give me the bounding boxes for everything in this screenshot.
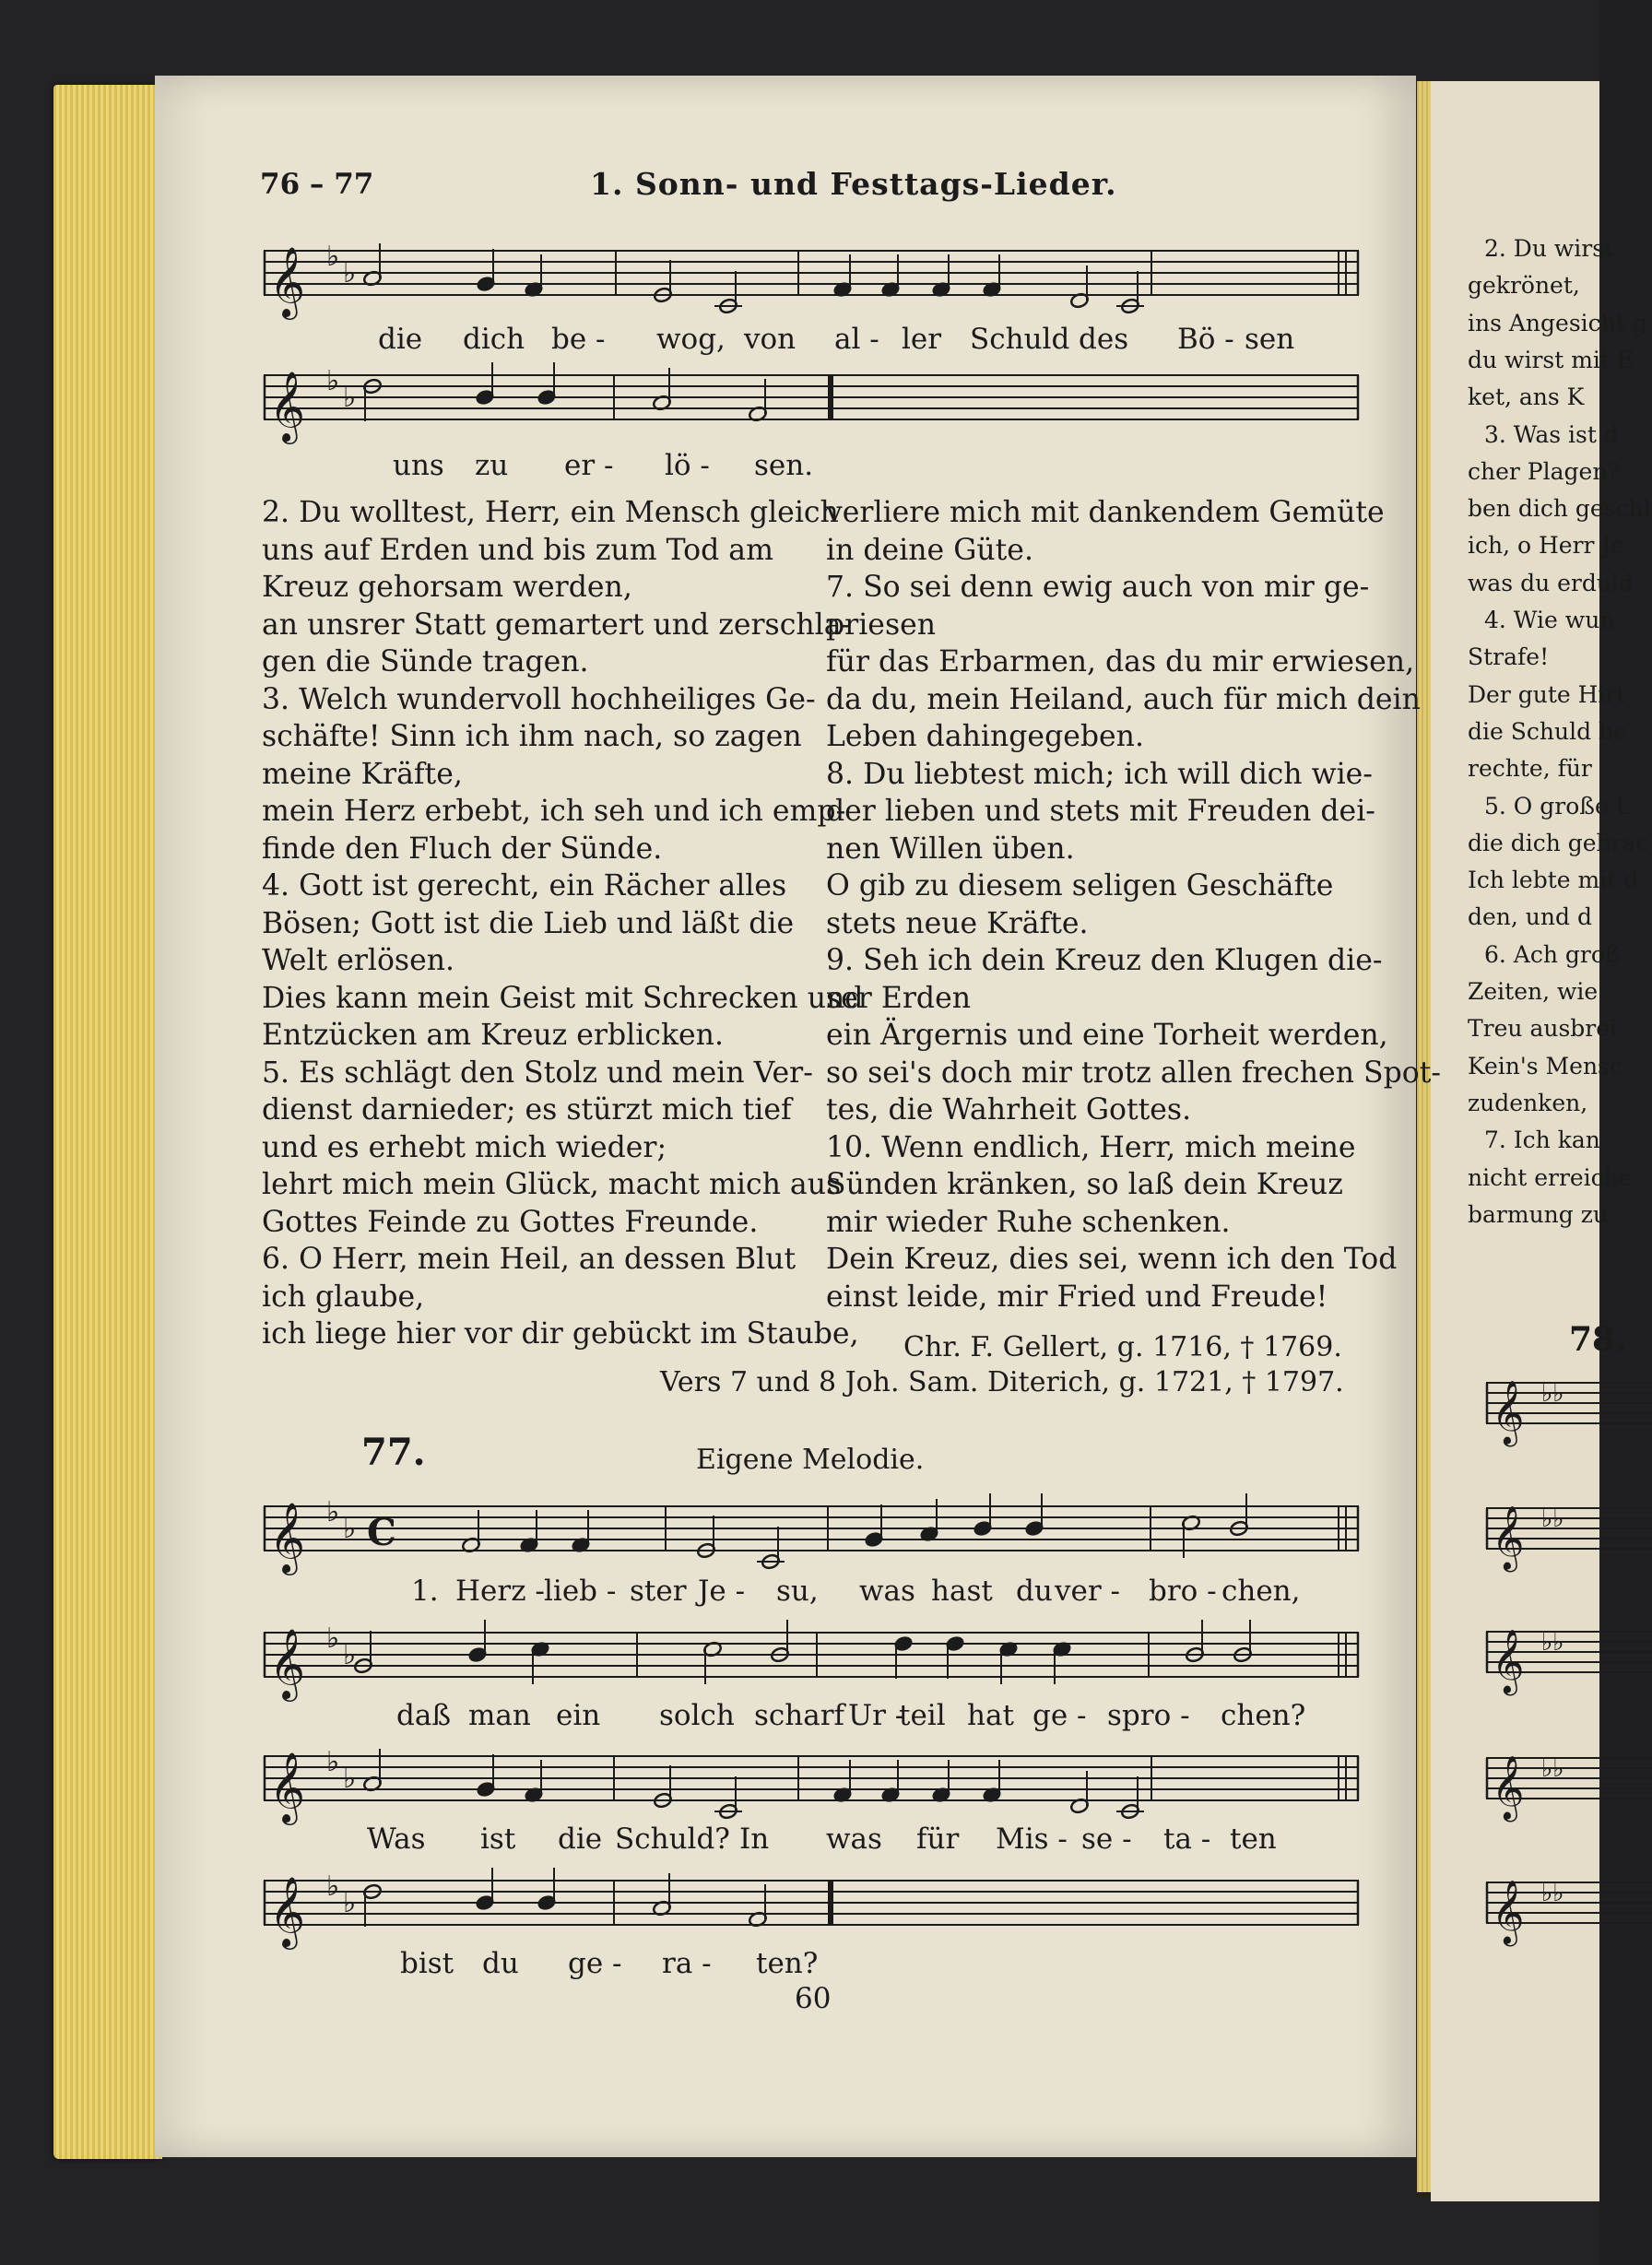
svg-text:♭: ♭ (326, 1746, 340, 1778)
lyric-syllable: bist (400, 1947, 454, 1980)
verse-line: ich liege hier vor dir gebückt im Staube, (262, 1317, 859, 1351)
lyric-syllable: lö - (665, 449, 710, 482)
staff-77-1 (264, 1497, 1361, 1571)
page-block-edge (53, 85, 162, 2159)
verse-line: mir wieder Ruhe schenken. (826, 1205, 1231, 1239)
lyric-syllable: spro - (1107, 1699, 1190, 1732)
svg-text:𝄞: 𝄞 (1492, 1880, 1525, 1944)
right-page-line: ins Angesicht g (1468, 309, 1647, 336)
lyric-syllable: ten (1230, 1823, 1277, 1856)
lyric-syllable: teil (899, 1699, 946, 1732)
right-page-line: cher Plagen? (1468, 457, 1620, 485)
verse-line: da du, mein Heiland, auch für mich dein (826, 682, 1421, 716)
verse-line: einst leide, mir Fried und Freude! (826, 1280, 1328, 1314)
right-page-line: 5. O große L (1484, 792, 1632, 820)
svg-text:♭: ♭ (343, 1763, 357, 1795)
lyric-syllable: 1. (411, 1575, 439, 1608)
verse-line: 8. Du liebtest mich; ich will dich wie- (826, 757, 1373, 791)
lyric-syllable: dich (463, 323, 525, 356)
verse-line: tes, die Wahrheit Gottes. (826, 1093, 1192, 1127)
lyric-syllable: von (744, 323, 796, 356)
right-page-line: 6. Ach groß (1484, 940, 1621, 968)
music-staff (264, 365, 1361, 442)
verse-line: so sei's doch mir trotz allen frechen Spot- (826, 1056, 1442, 1090)
lyric-syllable: Mis - (996, 1823, 1068, 1856)
lyric-syllable: Je - (698, 1575, 746, 1608)
verse-line: ser Erden (826, 981, 972, 1015)
verse-line: Sünden kränken, so laß dein Kreuz (826, 1168, 1343, 1201)
svg-text:♭♭: ♭♭ (1541, 1880, 1564, 1907)
right-page-line: Zeiten, wie (1468, 978, 1599, 1005)
lyric-syllable: wog, (656, 323, 726, 356)
lyric-syllable: du (1016, 1575, 1053, 1608)
lyric-syllable: Schuld (970, 323, 1070, 356)
svg-text:𝄞: 𝄞 (269, 371, 306, 442)
lyric-syllable: al - (834, 323, 879, 356)
verse-line: 3. Welch wundervoll hochheiliges Ge- (262, 682, 816, 716)
verse-line: 5. Es schlägt den Stolz und mein Ver- (262, 1056, 813, 1090)
svg-text:♭♭: ♭♭ (1541, 1629, 1564, 1657)
verse-line: 9. Seh ich dein Kreuz den Klugen die- (826, 944, 1383, 977)
right-page-line: die dich gebrac (1468, 829, 1649, 856)
svg-text:𝄞: 𝄞 (1492, 1380, 1525, 1445)
right-page-line: ich, o Herr Je (1468, 532, 1625, 560)
verse-line: 4. Gott ist gerecht, ein Rächer alles (262, 869, 787, 902)
right-page-line: Kein's Mensc (1468, 1052, 1622, 1079)
music-staff (264, 241, 1361, 317)
music-staff (264, 1622, 1361, 1699)
verse-line: Leben dahingegeben. (826, 720, 1144, 753)
svg-text:♭: ♭ (326, 1870, 340, 1903)
melody-note: Eigene Melodie. (696, 1444, 925, 1476)
lyric-syllable: zu (475, 449, 509, 482)
lyric-syllable: man (468, 1699, 531, 1732)
svg-text:𝄞: 𝄞 (269, 1876, 306, 1947)
right-page-line: zudenken, (1468, 1089, 1588, 1116)
right-page-line: ket, ans K (1468, 383, 1585, 411)
page-range: 76 – 77 (260, 168, 374, 201)
verse-line: ein Ärgernis und eine Torheit werden, (826, 1019, 1388, 1052)
lyric-syllable: se - (1081, 1823, 1132, 1856)
verse-line: dienst darnieder; es stürzt mich tief (262, 1093, 792, 1127)
lyric-syllable: ler (902, 323, 942, 356)
staff-76-1 (264, 242, 1361, 315)
music-staff (264, 1746, 1361, 1823)
verse-line: mein Herz erbebt, ich seh und ich emp- (262, 795, 846, 828)
verse-line: uns auf Erden und bis zum Tod am (262, 533, 773, 567)
lyric-syllable: Ur - (848, 1699, 905, 1732)
lyric-syllable: lieb - (544, 1575, 617, 1608)
verse-line: und es erhebt mich wieder; (262, 1130, 667, 1164)
lyric-syllable: sen (1245, 323, 1295, 356)
verse-line: gen die Sünde tragen. (262, 645, 589, 678)
verse-line: der lieben und stets mit Freuden dei- (826, 795, 1375, 828)
svg-text:♭: ♭ (343, 1639, 357, 1671)
svg-text:♭: ♭ (343, 382, 357, 414)
verse-line: Gottes Feinde zu Gottes Freunde. (262, 1205, 759, 1239)
right-page-line: Strafe! (1468, 643, 1550, 671)
right-page-line: was du erduld (1468, 569, 1634, 596)
staff-76-2 (264, 366, 1361, 440)
lyric-syllable: ta - (1163, 1823, 1211, 1856)
lyric-syllable: Schuld? (615, 1823, 730, 1856)
lyric-syllable: ster (630, 1575, 687, 1608)
author-credit: Chr. F. Gellert, g. 1716, † 1769. (903, 1331, 1342, 1363)
right-page-line: Der gute Hirt (1468, 680, 1626, 708)
lyric-syllable: sen. (754, 449, 814, 482)
verse-line: 10. Wenn endlich, Herr, mich meine (826, 1130, 1356, 1164)
lyric-syllable: ge - (568, 1947, 622, 1980)
lyric-syllable: was (859, 1575, 915, 1608)
verse-line: 6. O Herr, mein Heil, an dessen Blut (262, 1243, 796, 1276)
lyric-syllable: In (739, 1823, 770, 1856)
section-title: 1. Sonn- und Festtags-Lieder. (590, 166, 1117, 202)
lyric-syllable: ver - (1055, 1575, 1121, 1608)
lyric-syllable: hat (967, 1699, 1014, 1732)
right-staff-fragment (1486, 1374, 1652, 1445)
music-staff (264, 1870, 1361, 1947)
verse-line: stets neue Kräfte. (826, 906, 1089, 940)
lyric-syllable: die (558, 1823, 603, 1856)
lyric-syllable: er - (564, 449, 614, 482)
right-staff-fragment (1486, 1499, 1652, 1570)
right-page-line: gekrönet, (1468, 272, 1580, 300)
right-page-line: rechte, für (1468, 755, 1592, 783)
verses-left-column (262, 494, 863, 1353)
verse-line: in deine Güte. (826, 533, 1033, 567)
verse-line: O gib zu diesem seligen Geschäfte (826, 869, 1334, 902)
verse-line: an unsrer Statt gemartert und zerschla- (262, 608, 852, 642)
page-number: 60 (795, 1982, 832, 2015)
staff-77-3 (264, 1747, 1361, 1821)
svg-text:♭: ♭ (326, 1622, 340, 1655)
lyric-syllable: chen? (1221, 1699, 1306, 1732)
lyric-syllable: hast (931, 1575, 993, 1608)
svg-text:♭: ♭ (326, 365, 340, 397)
right-page-line: ben dich geschl (1468, 495, 1651, 523)
verse-line: Kreuz gehorsam werden, (262, 571, 632, 604)
author-credit: Vers 7 und 8 Joh. Sam. Diterich, g. 1721, † 1797. (660, 1366, 1344, 1398)
right-page-line: 4. Wie wun (1484, 607, 1615, 633)
lyric-syllable: ten? (756, 1947, 819, 1980)
lyric-syllable: be - (551, 323, 606, 356)
verse-line: finde den Fluch der Sünde. (262, 832, 663, 866)
right-page-line: nicht erreiche (1468, 1163, 1633, 1191)
svg-text:♭: ♭ (343, 257, 357, 289)
lyric-syllable: scharf (754, 1699, 845, 1732)
right-page-line: Treu ausbrei (1468, 1015, 1618, 1043)
verse-line: Welt erlösen. (262, 944, 455, 977)
svg-text:𝄞: 𝄞 (269, 1502, 306, 1573)
verse-line: Bösen; Gott ist die Lieb und läßt die (262, 906, 795, 940)
lyric-syllable: su, (776, 1575, 819, 1608)
lyric-syllable: die (378, 323, 423, 356)
lyric-syllable: Herz - (455, 1575, 545, 1608)
verse-line: Dein Kreuz, dies sei, wenn ich den Tod (826, 1243, 1398, 1276)
verse-line: für das Erbarmen, das du mir erwiesen, (826, 645, 1415, 678)
right-page-line: 2. Du wirst (1484, 235, 1614, 262)
svg-text:𝄞: 𝄞 (269, 1752, 306, 1823)
hymn-number: 77. (361, 1431, 426, 1474)
verse-line: 2. Du wolltest, Herr, ein Mensch gleich (262, 496, 839, 529)
lyric-syllable: Bö - (1177, 323, 1234, 356)
verse-line: verliere mich mit dankendem Gemüte (826, 496, 1385, 529)
svg-text:♭♭: ♭♭ (1541, 1505, 1564, 1533)
svg-text:♭: ♭ (326, 241, 340, 273)
music-staff (264, 1496, 1361, 1573)
lyric-syllable: chen, (1221, 1575, 1301, 1608)
svg-text:𝄞: 𝄞 (269, 1628, 306, 1699)
right-page-line: den, und d (1468, 903, 1592, 931)
lyric-syllable: ist (480, 1823, 516, 1856)
lyric-syllable: ein (556, 1699, 601, 1732)
svg-text:♭♭: ♭♭ (1541, 1755, 1564, 1783)
svg-text:𝄞: 𝄞 (269, 246, 306, 317)
lyric-syllable: ge - (1032, 1699, 1087, 1732)
right-page-line: 3. Was ist d (1484, 420, 1619, 448)
verse-line: lehrt mich mein Glück, macht mich aus (262, 1168, 842, 1201)
right-page-line: du wirst mit E (1468, 346, 1634, 373)
svg-text:♭♭: ♭♭ (1541, 1380, 1564, 1408)
verse-line: meine Kräfte, (262, 757, 463, 791)
lyric-syllable: Was (367, 1823, 426, 1856)
right-staff-fragment (1486, 1873, 1652, 1944)
verse-line: 7. So sei denn ewig auch von mir ge- (826, 571, 1370, 604)
verse-line: nen Willen üben. (826, 832, 1075, 866)
svg-text:♭: ♭ (343, 1887, 357, 1919)
lyric-syllable: ra - (662, 1947, 712, 1980)
verse-line: ich glaube, (262, 1280, 425, 1314)
right-page-line: barmung zu (1468, 1200, 1608, 1228)
lyric-syllable: du (482, 1947, 519, 1980)
right-staff-fragment (1486, 1622, 1652, 1693)
lyric-syllable: daß (396, 1699, 452, 1732)
verse-line: Dies kann mein Geist mit Schrecken und (262, 981, 864, 1015)
svg-text:𝄞: 𝄞 (1492, 1629, 1525, 1693)
right-page-line: Ich lebte mit d (1468, 867, 1639, 894)
svg-text:♭: ♭ (343, 1513, 357, 1545)
verse-line: priesen (826, 608, 937, 642)
lyric-syllable: bro - (1149, 1575, 1217, 1608)
right-hymn-number: 78. (1569, 1320, 1627, 1359)
right-page-line: 7. Ich kan (1484, 1127, 1600, 1154)
svg-text:C: C (367, 1511, 396, 1554)
lyric-syllable: des (1079, 323, 1129, 356)
svg-text:♭: ♭ (326, 1496, 340, 1528)
right-page-line: die Schuld be (1468, 717, 1627, 745)
lyric-syllable: uns (393, 449, 444, 482)
verses-right-column (826, 494, 1441, 1315)
staff-77-2 (264, 1623, 1361, 1697)
staff-77-4 (264, 1871, 1361, 1945)
verse-line: schäfte! Sinn ich ihm nach, so zagen (262, 720, 802, 753)
lyric-syllable: was (826, 1823, 882, 1856)
svg-text:𝄞: 𝄞 (1492, 1755, 1525, 1820)
lyric-syllable: solch (659, 1699, 735, 1732)
lyric-syllable: für (916, 1823, 960, 1856)
verse-line: Entzücken am Kreuz erblicken. (262, 1019, 724, 1052)
svg-text:𝄞: 𝄞 (1492, 1505, 1525, 1570)
right-staff-fragment (1486, 1749, 1652, 1820)
